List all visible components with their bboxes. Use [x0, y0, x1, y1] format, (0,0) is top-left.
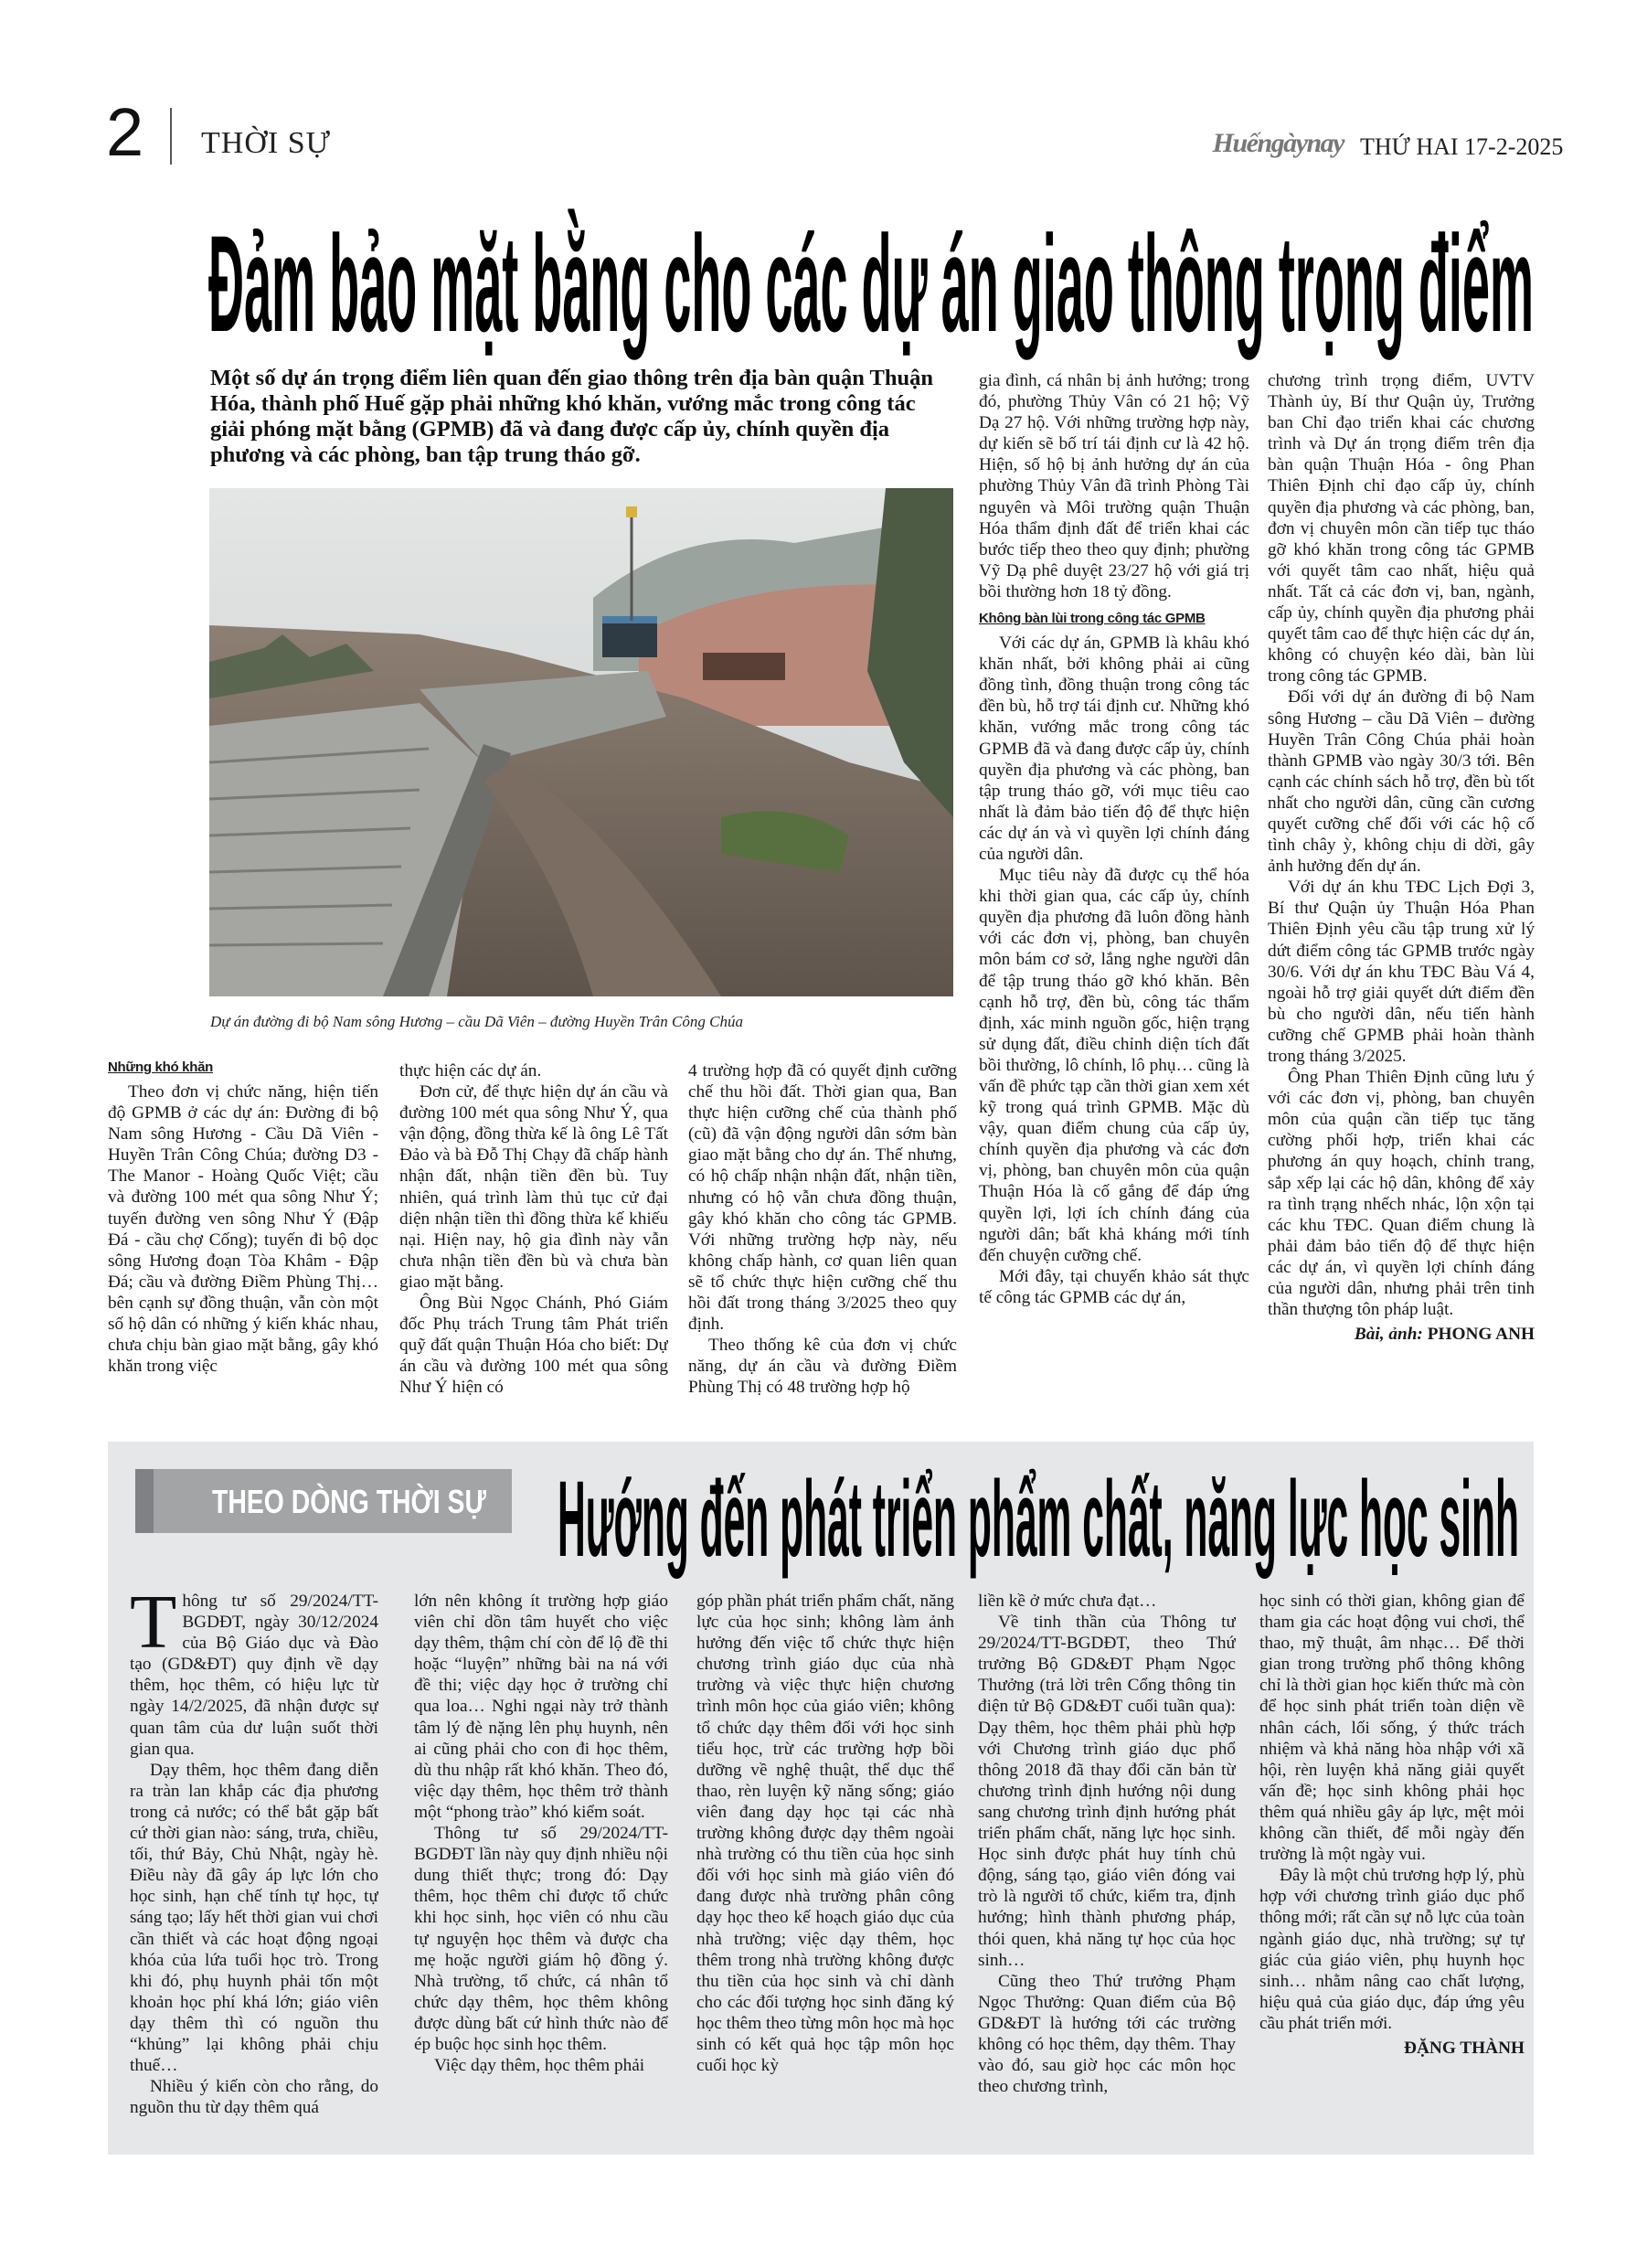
article1-column-3	[688, 1060, 957, 1417]
subheading: Không bàn lùi trong công tác GPMB	[979, 611, 1206, 627]
paragraph: Dạy thêm, học thêm đang diễn ra tràn lan khắp các địa phương trong cả nước; có thể bắt gặp bất cứ thời gian nào: sáng, trưa, chiều, tối, thứ Bảy, Chủ Nhật, ngày hè. Điều này đã gây áp lực lớn cho học sinh, hạn chế tính tự học, tự sáng tạo; lấy hết thời gian vui chơi cần thiết và các hoạt động ngoại khóa của lứa tuổi học trò. Trong khi đó, phụ huynh phải tốn một khoản học phí khá lớn; giáo viên dạy thêm thì có nguồn thu “khủng” lại không phải chịu thuế…	[130, 1760, 378, 2076]
header-divider	[170, 108, 172, 165]
column-label-text: THEO DÒNG THỜI SỰ	[212, 1483, 486, 1520]
construction-site-image	[209, 488, 953, 996]
paragraph: Về tinh thần của Thông tư 29/2024/TT-BGDĐT, theo Thứ trưởng Bộ GD&ĐT Phạm Ngọc Thưởng (trả lời trên Cổng thông tin điện tử Bộ GD&ĐT cuối tuần qua): Dạy thêm, học thêm phải phù hợp với Chương trình giáo dục phổ thông 2018 đã thay đổi căn bản từ chương trình định hướng nội dung sang chương trình định hướng phát triển phẩm chất, năng lực học sinh. Học sinh được phát huy tính chủ động, sáng tạo, giáo viên đóng vai trò là người tổ chức, kiểm tra, định hướng; hình thành phương pháp, thói quen, khả năng tự học của học sinh…	[978, 1613, 1236, 1970]
byline-label: Bài, ảnh:	[1354, 1325, 1423, 1345]
byline-author: PHONG ANH	[1427, 1325, 1535, 1345]
paragraph: Nhiều ý kiến còn cho rằng, do nguồn thu từ dạy thêm quá	[130, 2077, 378, 2118]
article2-column-3	[696, 1591, 954, 2139]
article2-column-2	[414, 1591, 668, 2139]
opinion-headline-text: Hướng đến phát triển phẩm chất, năng lực học sinh	[558, 1459, 1519, 1580]
byline: ĐẶNG THÀNH	[1404, 2038, 1525, 2058]
paragraph: Với các dự án, GPMB là khâu khó khăn nhất, bởi không phải ai cũng đồng tình, đồng thuận trong công tác đền bù, hỗ trợ tái định cư. Những khó khăn, vướng mắc trong công tác GPMB đã và đang được cấp ủy, chính quyền địa phương và các phòng, ban tập trung tháo gỡ, với mục tiêu cao nhất là đảm bảo tiến độ để thực hiện các dự án và vì quyền lợi chính đáng của người dân.	[979, 634, 1249, 864]
paragraph: Mới đây, tại chuyến khảo sát thực tế công tác GPMB các dự án,	[979, 1266, 1249, 1307]
article2-column-5	[1259, 1591, 1525, 2150]
paragraph: Ông Phan Thiên Định cũng lưu ý với các đơn vị, phòng, ban chuyên môn của quận cần tiếp tục tăng cường phối hợp, triển khai các phương án quy hoạch, chỉnh trang, sắp xếp lại các hộ dân, không để xảy ra tình trạng nhếch nhác, lộn xộn tại các khu TĐC. Quan điểm chung là phải đảm bảo tiến độ để thực hiện các dự án, vì quyền lợi chính đáng của người dân, nhưng phải trên tinh thần thượng tôn pháp luật.	[1268, 1068, 1535, 1320]
paragraph: 4 trường hợp đã có quyết định cưỡng chế thu hồi đất. Thời gian qua, Ban thực hiện cưỡng chế của thành phố (cũ) đã vận động người dân sớm bàn giao mặt bằng cho dự án. Thế nhưng, có hộ chấp nhận nhận đất, nhận tiền, nhưng có hộ vẫn chưa đồng thuận, gây khó khăn cho công tác GPMB. Với những trường hợp này, nếu không chấp hành, cơ quan liên quan sẽ tổ chức thực hiện cưỡng chế thu hồi đất trong tháng 3/2025 theo quy định.	[688, 1061, 957, 1335]
article-headline	[208, 207, 1647, 360]
paragraph: Đối với dự án đường đi bộ Nam sông Hương – cầu Dã Viên – đường Huyền Trân Công Chúa phải hoàn thành GPMB vào ngày 30/3 tới. Bên cạnh các chính sách hỗ trợ, đền bù tốt nhất cho người dân, cũng cần cương quyết cưỡng chế đối với các hộ cố tình chây ỳ, không chịu di dời, gây ảnh hưởng đến dự án.	[1268, 687, 1535, 877]
paragraph: góp phần phát triển phẩm chất, năng lực của học sinh; không làm ảnh hưởng đến việc tổ chức thực hiện chương trình giáo dục của nhà trường và việc thực hiện chương trình môn học của giáo viên; không tổ chức dạy thêm đối với học sinh tiểu học, trừ các trường hợp bồi dưỡng về nghệ thuật, thể dục thể thao, rèn luyện kỹ năng sống; giáo viên đang dạy học tại các nhà trường không được dạy thêm ngoài nhà trường có thu tiền của học sinh đối với học sinh mà giáo viên đó đang được nhà trường phân công dạy học theo kế hoạch giáo dục của nhà trường; việc dạy thêm, học thêm trong nhà trường không được thu tiền của học sinh và chỉ dành cho các đối tượng học sinh đăng ký học thêm theo từng môn học mà học sinh có kết quả học tập môn học cuối học kỳ	[696, 1592, 954, 2076]
paragraph: Cũng theo Thứ trưởng Phạm Ngọc Thưởng: Quan điểm của Bộ GD&ĐT là hướng tới các trường không có học thêm, dạy thêm. Thay vào đó, sau giờ học các môn học theo chương trình,	[978, 1971, 1236, 2097]
paragraph: lớn nên không ít trường hợp giáo viên chỉ dồn tâm huyết cho việc dạy thêm, thậm chí còn để lộ đề thi hoặc “luyện” những bài na ná với đề thi; việc dạy học ở trường chỉ qua loa… Nghi ngại này trở thành tâm lý đè nặng lên phụ huynh, nên ai cũng phải cho con đi học thêm, dù thu nhập rất khó khăn. Theo đó, việc dạy thêm, học thêm trở thành một “phong trào” khó kiểm soát.	[414, 1592, 668, 1822]
paragraph: thực hiện các dự án.	[399, 1061, 542, 1081]
label-strip	[135, 1469, 154, 1533]
page-number: 2	[106, 94, 144, 170]
article-lead: Một số dự án trọng điểm liên quan đến giao thông trên địa bàn quận Thuận Hóa, thành phố Huế gặp phải những khó khăn, vướng mắc trong công tác giải phóng mặt bằng (GPMB) đã và đang được cấp ủy, chính quyền địa phương và các phòng, ban tập trung tháo gỡ.	[210, 366, 933, 467]
paragraph: liền kề ở mức chưa đạt…	[978, 1592, 1157, 1611]
paragraph	[130, 1591, 378, 1760]
article1-column-4	[979, 370, 1249, 1417]
paragraph: Với dự án khu TĐC Lịch Đợi 3, Bí thư Quận ủy Thuận Hóa Phan Thiên Định yêu cầu tập trung xử lý dứt điểm công tác GPMB trước ngày 30/6. Với dự án khu TĐC Bàu Vá 4, ngoài hỗ trợ giải quyết dứt điểm đền bù cho người dân, nếu tiến hành cưỡng chế GPMB phải hoàn thành trong tháng 3/2025.	[1268, 878, 1535, 1066]
paragraph: Thông tư số 29/2024/TT-BGDĐT lần này quy định nhiều nội dung thiết thực; trong đó: Dạy thêm, học thêm chỉ được tổ chức khi học sinh, học viên có nhu cầu tự nguyện học thêm và được cha mẹ hoặc người giám hộ đồng ý. Nhà trường, tổ chức, cá nhân tổ chức dạy thêm, học thêm không được dùng bất cứ hình thức nào để ép buộc học sinh học thêm.	[414, 1824, 668, 2054]
paragraph: gia đình, cá nhân bị ảnh hưởng; trong đó, phường Thủy Vân có 21 hộ; Vỹ Dạ 27 hộ. Với những trường hợp này, dự kiến sẽ bố trí tái định cư là 42 hộ. Hiện, số hộ bị ảnh hưởng dự án của phường Thủy Vân đã trình Phòng Tài nguyên và Môi trường quận Thuận Hóa thẩm định đất để triển khai các bước tiếp theo theo quy định; phường Vỹ Dạ phê duyệt 23/27 hộ với giá trị bồi thường hơn 18 tỷ đồng.	[979, 371, 1249, 602]
article1-column-5	[1268, 370, 1535, 1421]
subheading: Những khó khăn	[108, 1059, 213, 1075]
article2-column-1	[130, 1591, 378, 2139]
paragraph: Mục tiêu này đã được cụ thể hóa khi thời gian qua, các cấp ủy, chính quyền địa phương đã luôn đồng hành với các đơn vị, phòng, ban chuyên môn bám cơ sở, lắng nghe người dân để tập trung tháo gỡ khó khăn. Bên cạnh hỗ trợ, đền bù, công tác thẩm định, xác minh nguồn gốc, hiện trạng sử dụng đất, điều chỉnh diện tích đất bồi thường, lô chính, lô phụ… cũng là vấn đề phức tạp cần thời gian xem xét kỹ trong quá trình GPMB. Mặc dù vậy, quan điểm chung của cấp ủy, chính quyền địa phương và các đơn vị, phòng, ban chuyên môn của quận Thuận Hóa là cố gắng để đáp ứng quyền lợi, lợi ích chính đáng của người dân; bất khả kháng mới tính đến chuyện cưỡng chế.	[979, 866, 1249, 1265]
first-paragraph-text: hông tư số 29/2024/TT-BGDĐT, ngày 30/12/2024 của Bộ Giáo dục và Đào tạo (GD&ĐT) quy định về dạy thêm, học thêm, có hiệu lực từ ngày 14/2/2025, đã nhận được sự quan tâm của dư luận suốt thời gian qua.	[130, 1592, 378, 1759]
column-label	[135, 1469, 512, 1533]
issue-date: THỨ HAI 17-2-2025	[1360, 133, 1564, 160]
opinion-headline	[558, 1459, 1647, 1580]
paragraph: Đây là một chủ trương hợp lý, phù hợp với chương trình giáo dục phổ thông mới; rất cần sự nỗ lực của toàn ngành giáo dục, nhà trường; sự tự giác của giáo viên, phụ huynh học sinh… nhằm nâng cao chất lượng, hiệu quả của giáo dục, đáp ứng yêu cầu phát triển mới.	[1259, 1866, 1525, 2033]
headline-text: Đảm bảo mặt bằng cho các dự án giao thông trọng điểm	[208, 207, 1534, 360]
paragraph: Việc dạy thêm, học thêm phải	[434, 2056, 645, 2076]
byline	[1268, 1324, 1535, 1345]
article1-column-2	[399, 1060, 668, 1417]
article1-column-1	[108, 1051, 378, 1417]
paragraph: Ông Bùi Ngọc Chánh, Phó Giám đốc Phụ trách Trung tâm Phát triển quỹ đất quận Thuận Hóa cho biết: Dự án cầu và đường 100 mét qua sông Như Ý hiện có	[399, 1294, 668, 1398]
paragraph: học sinh có thời gian, không gian để tham gia các hoạt động vui chơi, thể thao, mỹ thuật, âm nhạc… Để thời gian trong trường phổ thông không chỉ là thời gian học kiến thức mà còn để học sinh phát triển toàn diện về nhân cách, lối sống, ý thức trách nhiệm và khả năng hòa nhập với xã hội, rèn luyện khả năng giải quyết vấn đề; học sinh không phải học thêm quá nhiều gây áp lực, mệt mỏi không cần thiết, để mỗi ngày đến trường là một ngày vui.	[1259, 1592, 1525, 1865]
article-photo	[209, 488, 953, 996]
drop-cap: T	[130, 1591, 177, 1665]
article2-column-4	[978, 1591, 1236, 2139]
newspaper-logo: Huếngàynay	[1212, 128, 1344, 158]
paragraph: chương trình trọng điểm, UVTV Thành ủy, Bí thư Quận ủy, Trưởng ban Chỉ đạo triển khai các chương trình và Dự án trọng điểm trên địa bàn quận Thuận Hóa - ông Phan Thiên Định chỉ đạo cấp ủy, chính quyền địa phương và các phòng, ban, đơn vị chuyên môn cần tiếp tục tháo gỡ khó khăn trong công tác GPMB với quyết tâm cao nhất, hiệu quả nhất. Tất cả các đơn vị, ban, ngành, cấp ủy, chính quyền địa phương phải quyết tâm cao để thực hiện các dự án, không có chuyện kéo dài, bàn lùi trong công tác GPMB.	[1268, 371, 1535, 687]
photo-caption: Dự án đường đi bộ Nam sông Hương – cầu Dã Viên – đường Huyền Trân Công Chúa	[210, 1013, 743, 1030]
paragraph: Theo thống kê của đơn vị chức năng, dự án cầu và đường Điềm Phùng Thị có 48 trường hợp hộ	[688, 1336, 957, 1398]
paragraph: Đơn cử, để thực hiện dự án cầu và đường 100 mét qua sông Như Ý, qua vận động, đồng thừa kế là ông Lê Tất Đảo và bà Đỗ Thị Chạy đã chấp hành nhận đất, nhận tiền đền bù. Tuy nhiên, quá trình làm thủ tục cử đại diện nhận tiền thì đồng thừa kế khiếu nại. Hiện nay, hộ gia đình này vẫn chưa nhận tiền đền bù và chưa bàn giao mặt bằng.	[399, 1082, 668, 1292]
section-name: THỜI SỰ	[201, 126, 331, 160]
paragraph: Theo đơn vị chức năng, hiện tiến độ GPMB ở các dự án: Đường đi bộ Nam sông Hương - Cầu Dã Viên - Huyền Trân Công Chúa; đường D3 - The Manor - Hoàng Quốc Việt; cầu và đường 100 mét qua sông Như Ý; tuyến đường ven sông Như Ý (Đập Đá - cầu chợ Cống); tuyến đi bộ dọc sông Hương đoạn Tòa Khâm - Đập Đá; cầu và đường Điềm Phùng Thị… bên cạnh sự đồng thuận, vẫn còn một số hộ dân có những ý kiến khác nhau, chưa chịu bàn giao mặt bằng, gây khó khăn trong việc	[108, 1082, 378, 1377]
